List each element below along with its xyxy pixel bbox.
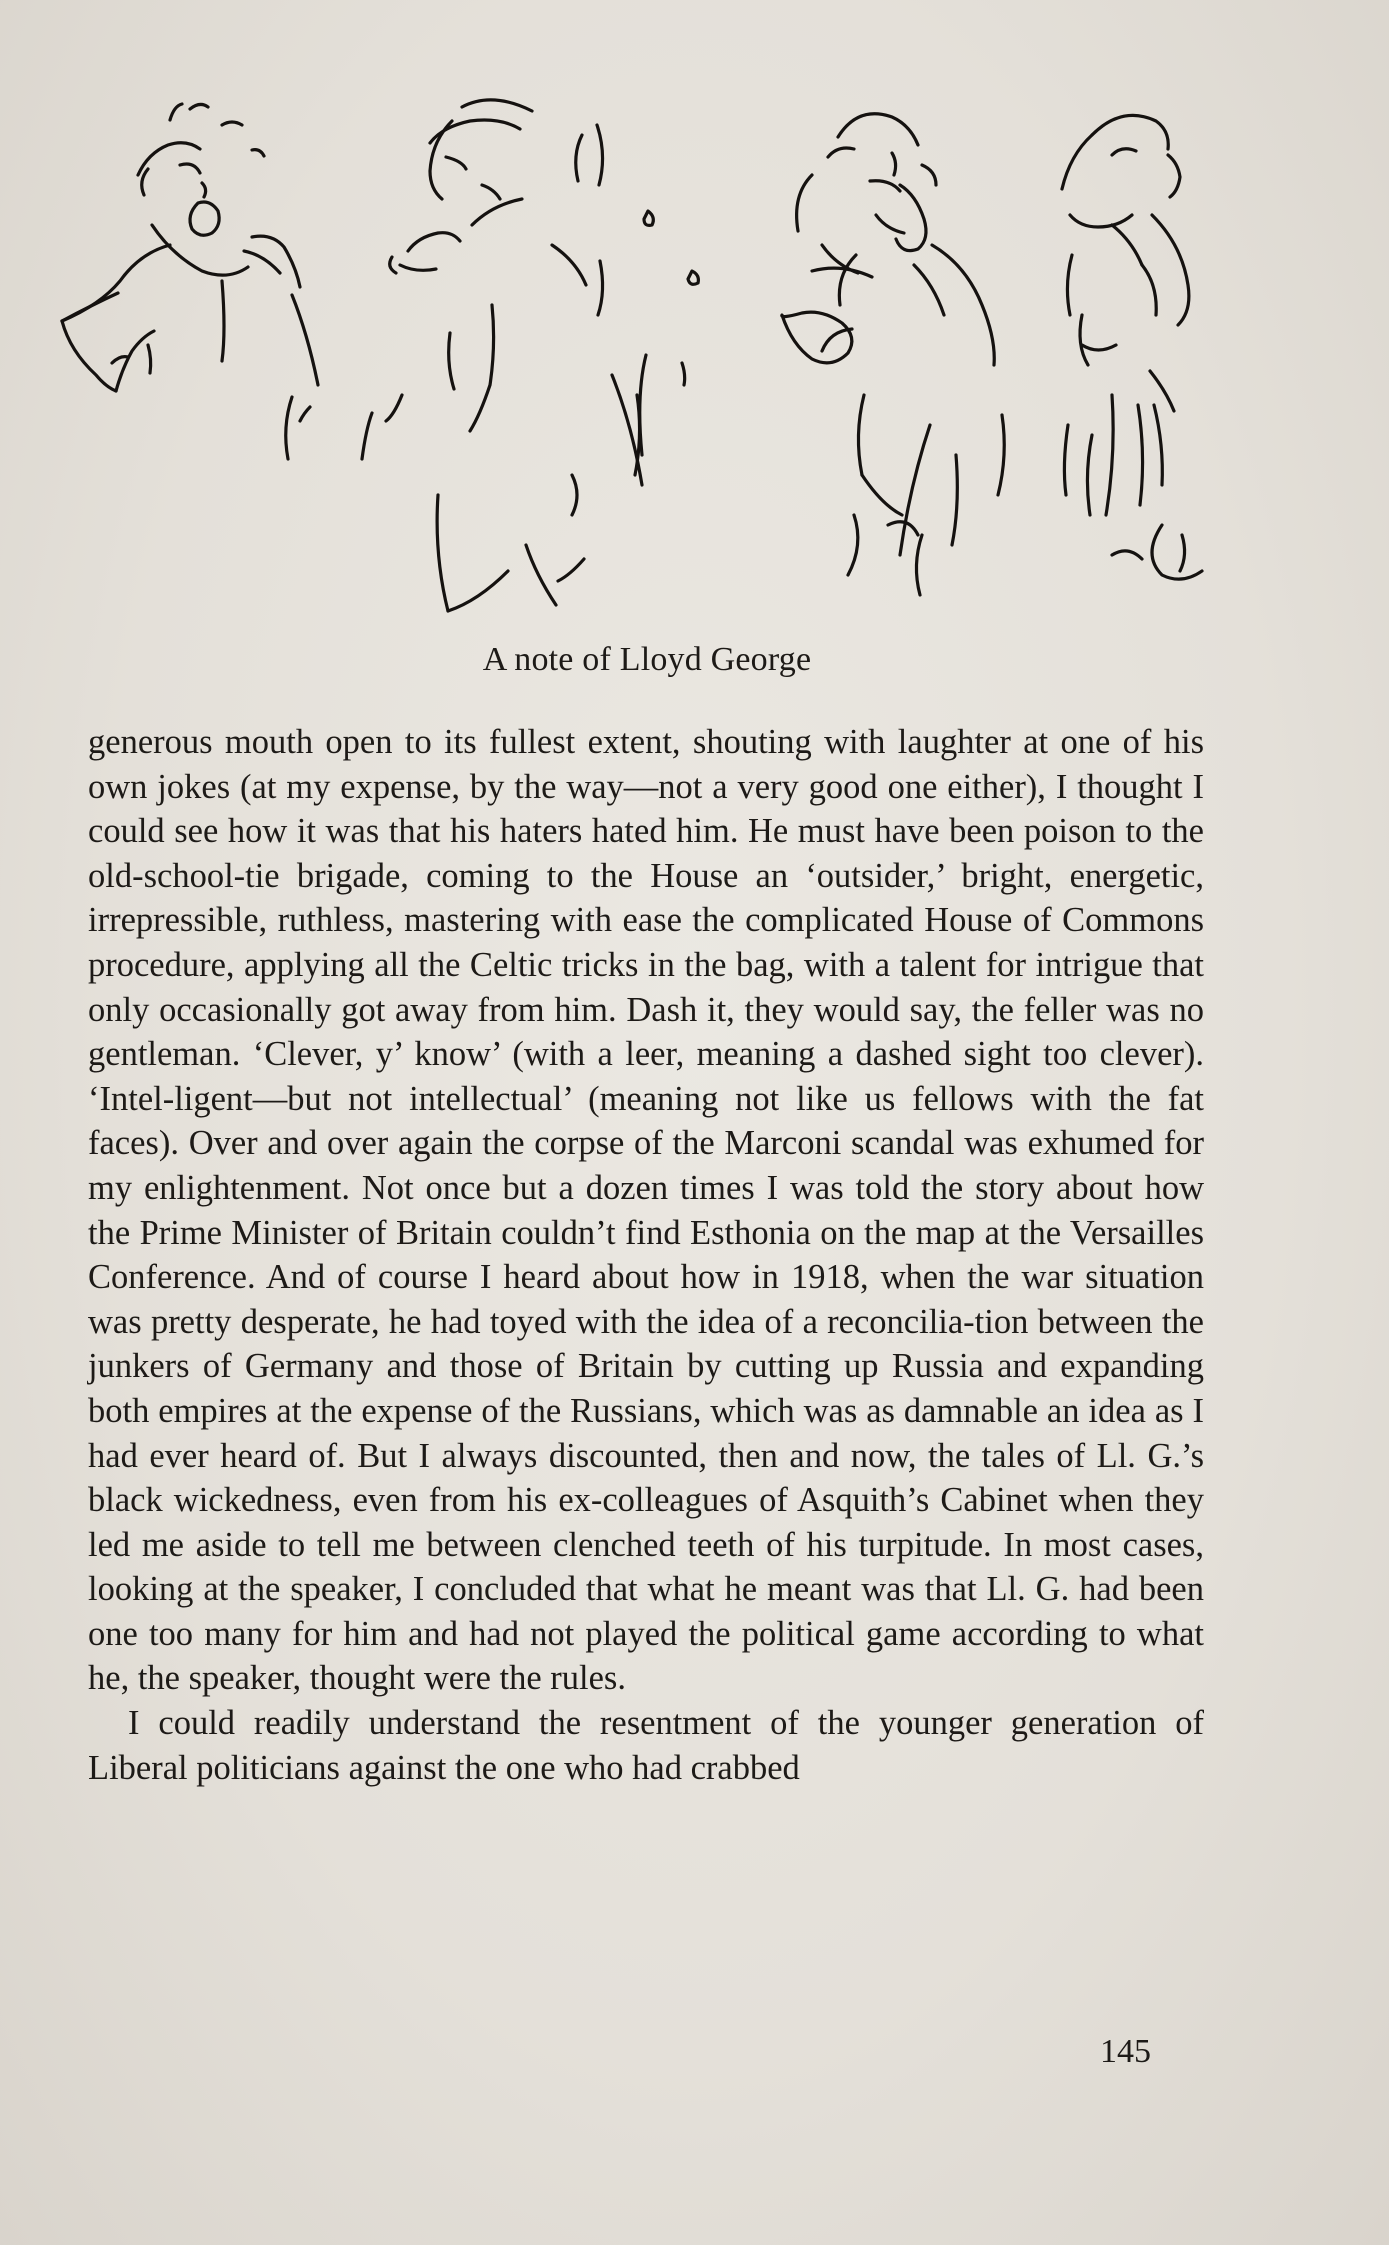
body-text [88, 720, 1204, 1790]
sketch-figure-1 [62, 104, 318, 459]
page-number: 145 [1100, 2033, 1151, 2070]
lloyd-george-sketch-icon [52, 95, 1252, 620]
illustration-caption: A note of Lloyd George [482, 641, 812, 678]
sketch-figure-4 [1062, 115, 1202, 579]
paragraph: I could readily understand the resentment of the younger generation of Liberal politicians against the one who had crabbed [88, 1704, 1204, 1787]
paragraph: generous mouth open to its fullest extent, shouting with laughter at one of his own jokes (at my expense, by the way—not a very good one either), I thought I could see how it was that his haters hated him. He must have been poison to the old-school-tie brigade, coming to the House an ‘outsider,’ bright, energetic, irrepressible, ruthless, mastering with ease the complicated House of Commons procedure, applying all the Celtic tricks in the bag, with a talent for intrigue that only occasionally got away from him. Dash it, they would say, the feller was no gentleman. ‘Clever, y’ know’ (with a leer, meaning a dashed sight too clever). ‘Intel-ligent—but not intellectual’ (meaning not like us fellows with the fat faces). Over and over again the corpse of the Marconi scandal was exhumed for my enlightenment. Not once but a dozen times I was told the story about how the Prime Minister of Britain couldn’t find Esthonia on the map at the Versailles Conference. And of course I heard about how in 1918, when the war situation was pretty desperate, he had toyed with the idea of a reconcilia-tion between the junkers of Germany and those of Britain by cutting up Russia and expanding both empires at the expense of the Russians, which was as damnable an idea as I had ever heard of. But I always discounted, then and now, the tales of Ll. G.’s black wickedness, even from his ex-colleagues of Asquith’s Cabinet when they led me aside to tell me between clenched teeth of his turpitude. In most cases, looking at the speaker, I concluded that what he meant was that Ll. G. had been one too many for him and had not played the political game according to what he, the speaker, thought were the rules. [88, 723, 1204, 1698]
sketch-figure-3 [782, 114, 1004, 595]
sketch-figure-2 [362, 100, 698, 611]
